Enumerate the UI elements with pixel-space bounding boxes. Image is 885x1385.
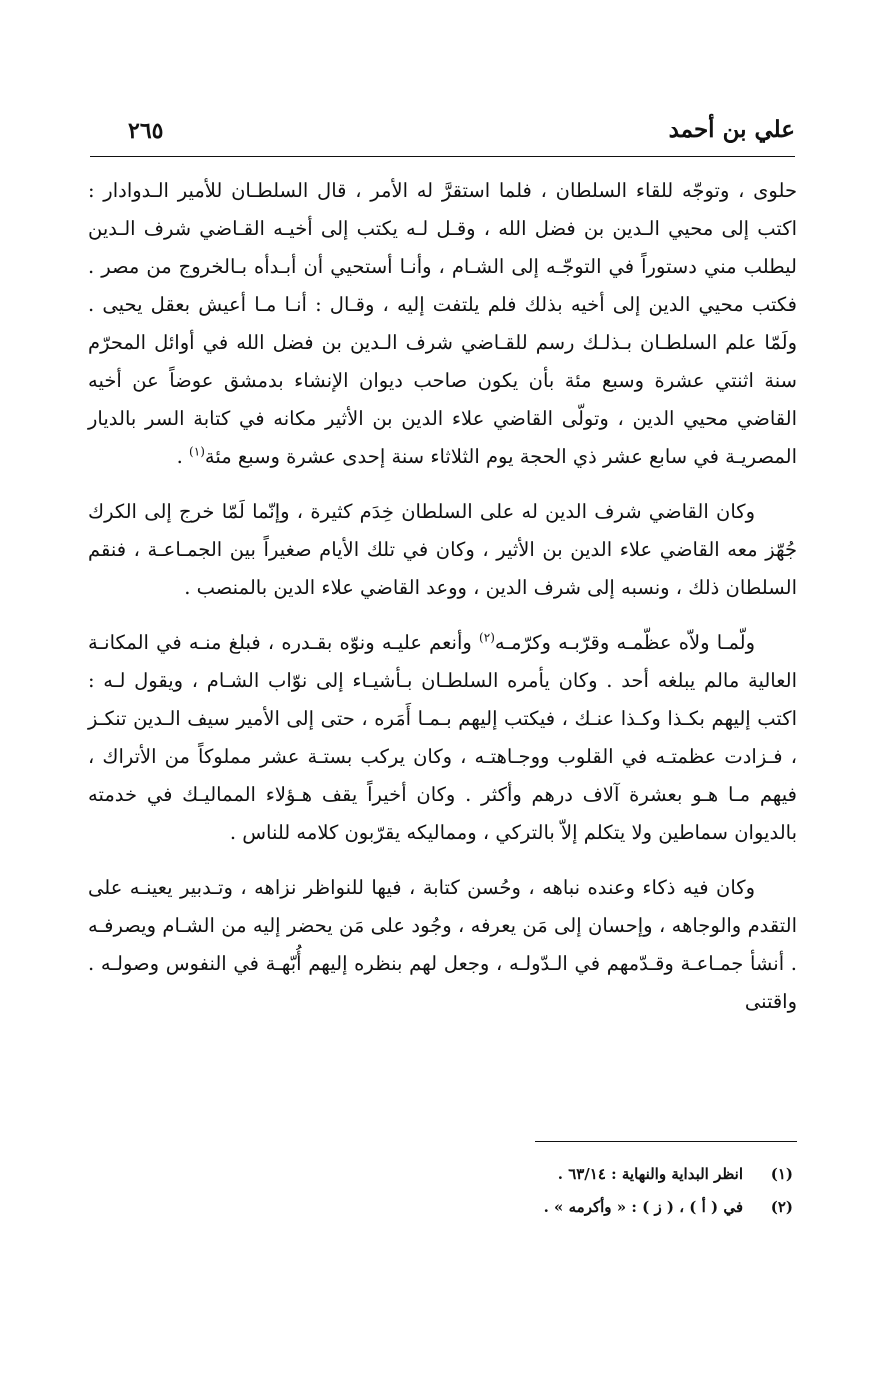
paragraph-text: وأنعم عليـه ونوّه بقـدره ، فبلغ منـه في المكانـة العالية مالم يبلغه أحد . وكان يأمره السلطـان بـأشيـاء إلى نوّاب الشـام ، ويقول لـه : اكتب إليهم بكـذا وكـذا عنـك ، فيكتب إليهم بـمـا أَمَره ، حتى إلى الأمير سيف الـدين تنكـز ، فـزادت عظمتـه في القلوب ووجـاهتـه ، وكان يركب بستـة عشر مملوكاً من الأتراك ، فيهم مـا هـو بعشرة آلاف درهم وأكثر . وكان أخيراً يقف هـؤلاء المماليـك في خدمته بالديوان سماطين ولا يتكلم إلاّ بالتركي ، ومماليكه يقرّبون كلامه للناس . <box>88 631 797 844</box>
paragraph-4 <box>88 869 797 1021</box>
page-number: ٢٦٥ <box>128 118 164 144</box>
footnote-number: (٢) <box>770 1198 793 1216</box>
footnote-2 <box>88 1191 793 1224</box>
footnote-marker-2: (٢) <box>479 630 495 645</box>
footnote-divider <box>535 1141 797 1142</box>
footnote-1 <box>88 1158 793 1191</box>
footnote-text: انظر البداية والنهاية : ٦٣/١٤ . <box>557 1165 743 1183</box>
footnote-number: (١) <box>770 1165 793 1183</box>
footnote-text: في ( أ ) ، ( ز ) : « وأكرمه » . <box>543 1198 743 1216</box>
footnotes <box>88 1158 793 1224</box>
paragraph-2 <box>88 493 797 607</box>
footnote-marker-1: (١) <box>189 444 205 459</box>
page-header <box>90 112 795 157</box>
running-title: علي بن أحمد <box>668 116 795 143</box>
main-text <box>88 172 797 1021</box>
paragraph-text: حلوى ، وتوجّه للقاء السلطان ، فلما استقرَّ له الأمر ، قال السلطـان للأمير الـدوادار : اكتب إلى محيي الـدين بن فضل الله ، وقـل لـه يكتب إلى أخيـه القـاضي شرف الـدين ليطلب مني دستوراً في التوجّـه إلى الشـام ، وأنـا أستحيي أن أبـدأه بـالخروج من مصر . فكتب محيي الدين إلى أخيه بذلك فلم يلتفت إليه ، وقـال : أنـا مـا أعيش بعقل يحيى . ولَمّا علم السلطـان بـذلـك رسم للقـاضي شرف الـدين بن فضل الله في أوائل المحرّم سنة اثنتي عشرة وسبع مئة بأن يكون صاحب ديوان الإنشاء بدمشق عوضاً عن أخيه القاضي محيي الدين ، وتولّى القاضي علاء الدين بن الأثير مكانه في كتابة السر بالديار المصريـة في سابع عشر ذي الحجة يوم الثلاثاء سنة إحدى عشرة وسبع مئة <box>88 179 797 468</box>
paragraph-text: وكان فيه ذكاء وعنده نباهه ، وحُسن كتابة ، فيها للنواظر نزاهه ، وتـدبير يعينـه على التقدم والوجاهه ، وإحسان إلى مَن يعرفه ، وجُود على مَن يحضر إليه من الشـام ويصرفـه . أنشأ جمـاعـة وقـدّمهم في الـدّولـه ، وجعل لهم بنظره إليهم أُبّهـة في النفوس وصولـه . واقتنى <box>88 876 797 1013</box>
paragraph-1 <box>88 172 797 476</box>
paragraph-3 <box>88 624 797 852</box>
paragraph-text-start: ولّمـا ولاّه عظّمـه وقرّبـه وكرّمـه <box>494 631 755 654</box>
paragraph-tail: . <box>176 445 190 468</box>
paragraph-text: وكان القاضي شرف الدين له على السلطان خِدَم كثيرة ، وإنّما لَمّا خرج إلى الكرك جُهّز معه القاضي علاء الدين بن الأثير ، وكان في تلك الأيام صغيراً بين الجمـاعـة ، فنقم السلطان ذلك ، ونسبه إلى شرف الدين ، ووعد القاضي علاء الدين بالمنصب . <box>88 500 797 599</box>
